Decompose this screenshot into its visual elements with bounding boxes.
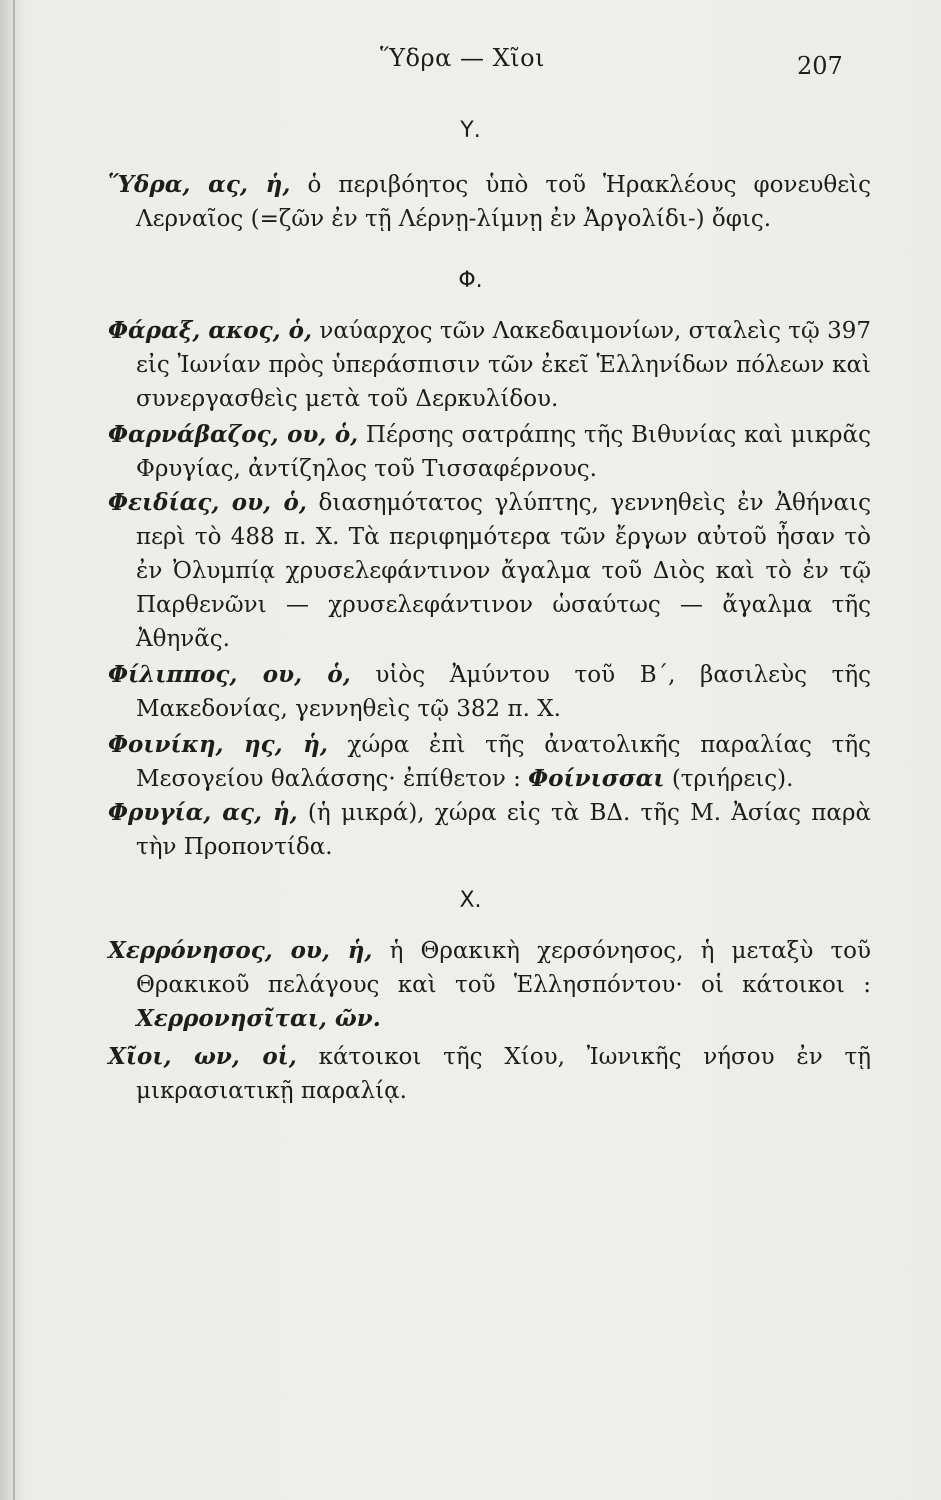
entry-text: ναύαρχος τῶν Λακεδαιμονίων, σταλεὶς τῷ 397 εἰς Ἰωνίαν πρὸς ὑπεράσπισιν τῶν ἐκεῖ Ἑλληνίδων πόλεων καὶ συνεργασθεὶς μετὰ τοῦ Δερκυλίδου. <box>136 318 871 412</box>
entry-pheidias <box>108 486 871 656</box>
entry-headword: Φειδίας, ου, ὁ, <box>108 489 307 516</box>
entry-text: διασημότατος γλύπτης, γεννηθεὶς ἐν Ἀθήναις περὶ τὸ 488 π. Χ. Τὰ περιφημότερα τῶν ἔργων αὐτοῦ ἦσαν τὸ ἐν Ὀλυμπίᾳ χρυσελεφάντινον ἄγαλμα τοῦ Διὸς καὶ τὸ ἐν τῷ Παρθενῶνι — χρυσελεφάντινον ὡσαύτως — ἄγαλμα τῆς Ἀθηνᾶς. <box>136 490 871 652</box>
entry-cherronesos <box>108 934 871 1036</box>
entry-text: Πέρσης σατράπης τῆς Βιθυνίας καὶ μικρᾶς Φρυγίας, ἀντίζηλος τοῦ Τισσαφέρνους. <box>136 422 871 482</box>
entry-hydra <box>108 168 871 236</box>
page-gutter <box>13 0 15 1500</box>
running-head: Ὕδρα — Χῖοι <box>380 44 545 72</box>
entry-bold-term: Φοίνισσαι <box>528 765 665 792</box>
entry-headword: Χῖοι, ων, οἱ, <box>108 1043 297 1070</box>
entry-text: υἱὸς Ἀμύντου τοῦ Β΄, βασιλεὺς τῆς Μακεδονίας, γεννηθεὶς τῷ 382 π. Χ. <box>136 662 871 722</box>
entry-headword: Φάραξ, ακος, ὁ, <box>108 317 313 344</box>
entry-bold-term: Χερρονησῖται, ῶν. <box>136 1005 381 1032</box>
entry-pharnabazos <box>108 418 871 486</box>
entry-text: χώρα ἐπὶ τῆς ἀνατολικῆς παραλίας τῆς Μεσογείου θαλάσσης· ἐπίθετον : <box>136 732 871 792</box>
section-letter-upsilon: Υ. <box>460 118 481 143</box>
entry-chioi <box>108 1040 871 1108</box>
entry-phoinike <box>108 728 871 796</box>
entry-text: ἡ Θρακικὴ χερσόνησος, ἡ μεταξὺ τοῦ Θρακικοῦ πελάγους καὶ τοῦ Ἑλλησπόντου· οἱ κάτοικοι : <box>136 938 871 998</box>
entry-headword: Ὕδρα, ας, ἡ, <box>108 171 291 198</box>
section-letter-phi: Φ. <box>458 268 483 293</box>
entry-text: (ἡ μικρά), χώρα εἰς τὰ ΒΔ. τῆς Μ. Ἀσίας παρὰ τὴν Προποντίδα. <box>136 800 872 860</box>
entry-headword: Φοινίκη, ης, ἡ, <box>108 731 328 758</box>
entry-headword: Φρυγία, ας, ἡ, <box>108 799 298 826</box>
page-header <box>0 44 941 84</box>
section-letter-chi: Χ. <box>459 888 482 913</box>
entry-tail: (τριήρεις). <box>664 766 794 792</box>
page-number: 207 <box>797 52 843 80</box>
entry-pharax <box>108 314 871 416</box>
entry-headword: Φίλιππος, ου, ὁ, <box>108 661 351 688</box>
entry-phrygia <box>108 796 871 864</box>
entry-headword: Χερρόνησος, ου, ἡ, <box>108 937 373 964</box>
entry-philippos <box>108 658 871 726</box>
entry-headword: Φαρνάβαζος, ου, ὁ, <box>108 421 359 448</box>
entry-text: κάτοικοι τῆς Χίου, Ἰωνικῆς νήσου ἐν τῇ μικρασιατικῇ παραλίᾳ. <box>136 1044 872 1104</box>
entry-text: ὁ περιβόητος ὑπὸ τοῦ Ἡρακλέους φονευθεὶς Λερναῖος (=ζῶν ἐν τῇ Λέρνῃ-λίμνῃ ἐν Ἀργολίδι-) ὄφις. <box>136 172 872 232</box>
